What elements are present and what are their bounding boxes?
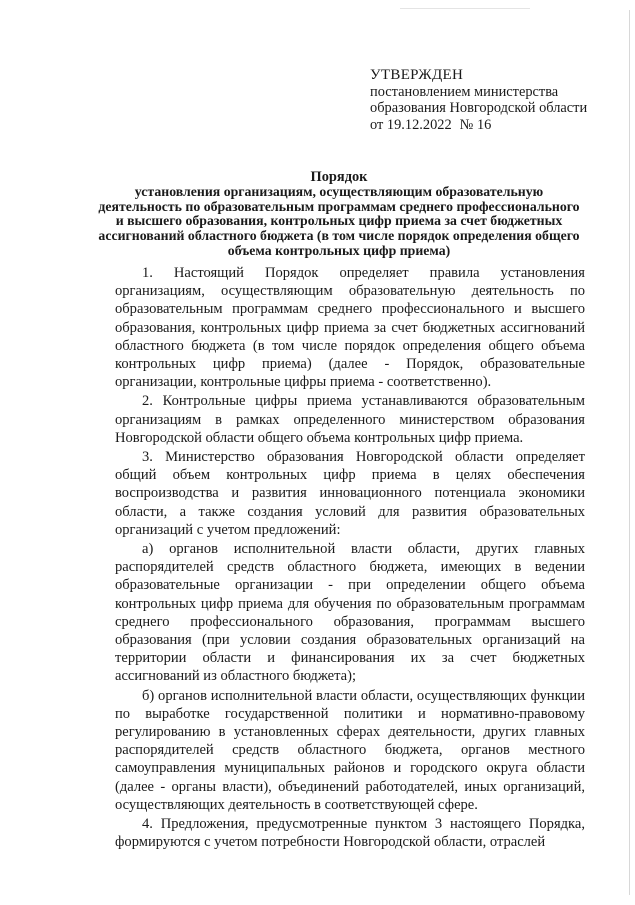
paragraph-2: 2. Контрольные цифры приема устанавливаются образовательным организациям в рамках определенного министерством образования Новгородской области общего объема контрольных цифр приема. bbox=[115, 393, 585, 446]
scan-edge-line bbox=[629, 10, 630, 895]
paragraph-3a: а) органов исполнительной власти области, других главных распорядителей средств областного бюджета, имеющих в ведении образовательные организации - при определении общего объема контрольных цифр приема для обучения по образовательным программам среднего профессионального образования, программам высшего образования (при условии создания образовательных организаций на территории области и финансирования их за счет бюджетных ассигнований из областного бюджета); bbox=[115, 541, 585, 685]
approval-line-1: постановлением министерства bbox=[370, 83, 559, 100]
paragraph-3b: б) органов исполнительной власти области, осуществляющих функции по выработке государственной политики и нормативно-правовому регулированию в установленных сферах деятельности, других главных распорядителей средств областного бюджета, органов местного самоуправления муниципальных районов и городского округа области (далее - органы власти), объединений работодателей, иных организаций, осуществляющих деятельность в соответствующей сфере. bbox=[115, 687, 585, 813]
document-subtitle: установления организациям, осуществляющим образовательную деятельность по образовательным программам среднего профессионального и высшего образования, контрольных цифр приема за счет бюджетных ассигнований областного бюджета (в том числе порядок определения общего объема контрольных цифр приема) bbox=[98, 183, 580, 258]
approval-title: УТВЕРЖДЕН bbox=[370, 67, 464, 83]
approval-block bbox=[370, 67, 600, 133]
paragraph-1: 1. Настоящий Порядок определяет правила установления организациям, осуществляющим образовательную деятельность по образовательным программам среднего профессионального и высшего образования, контрольных цифр приема за счет бюджетных ассигнований областного бюджета (в том числе порядок определения общего объема контрольных цифр приема) (далее - Порядок, образовательные организации, контрольные цифры приема - соответственно). bbox=[115, 265, 585, 391]
document-heading bbox=[95, 170, 583, 259]
paragraph-3: 3. Министерство образования Новгородской области определяет общий объем контрольных цифр приема в целях обеспечения воспроизводства и развития инновационного потенциала экономики области, а также создания условий для развития образовательных организаций с учетом предложений: bbox=[115, 449, 585, 538]
paragraph-4: 4. Предложения, предусмотренные пунктом 3 настоящего Порядка, формируются с учетом потребности Новгородской области, отраслей bbox=[115, 816, 585, 851]
document-title: Порядок bbox=[310, 169, 368, 185]
approval-line-2: образования Новгородской области bbox=[370, 100, 588, 116]
approval-number: № 16 bbox=[459, 116, 492, 133]
approval-date: от 19.12.2022 bbox=[370, 116, 452, 133]
approval-date-line bbox=[370, 117, 600, 134]
document-body bbox=[115, 264, 585, 853]
scan-top-mark bbox=[400, 8, 530, 9]
